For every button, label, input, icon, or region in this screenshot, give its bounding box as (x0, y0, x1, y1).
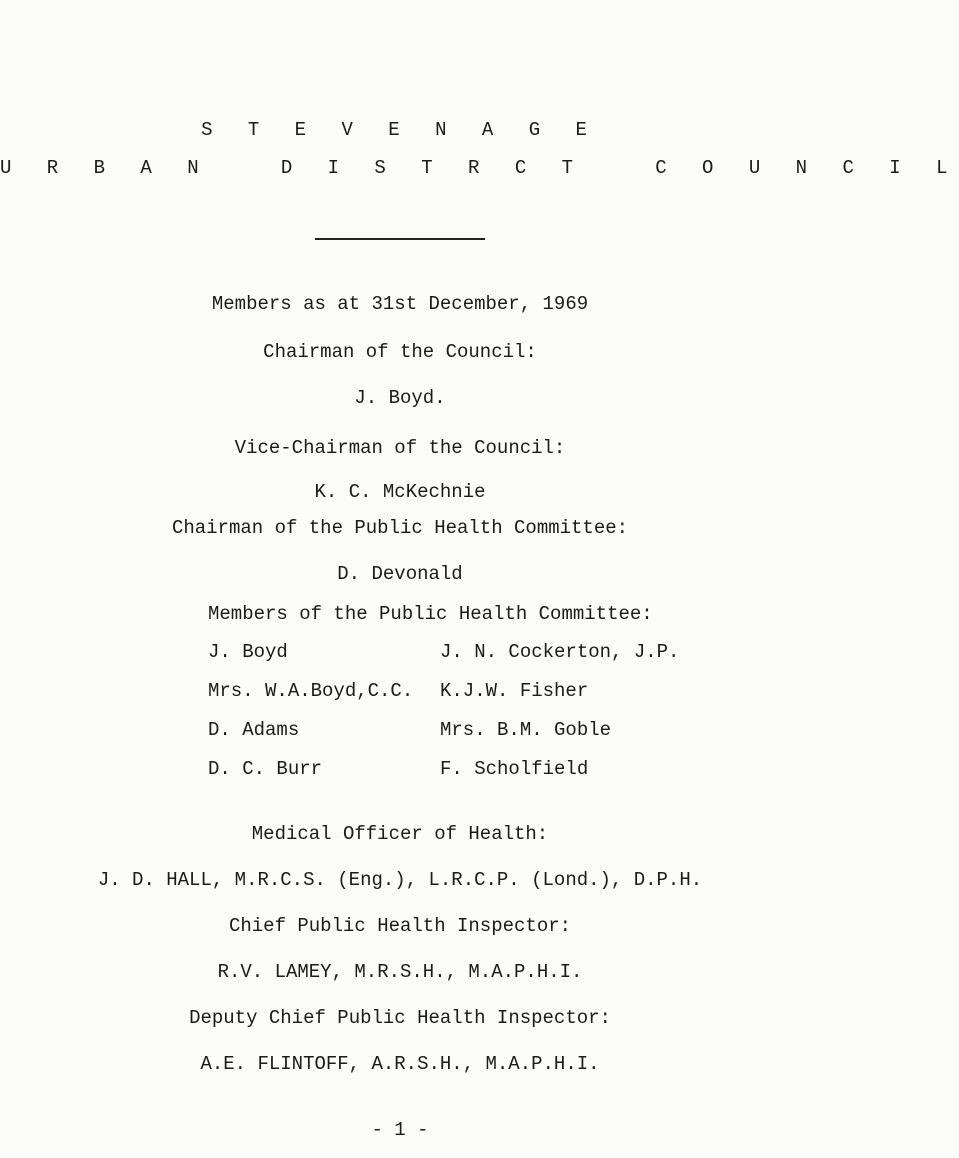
deputy-inspector-label: Deputy Chief Public Health Inspector: (189, 1007, 611, 1029)
committee-member: J. Boyd (208, 641, 288, 663)
committee-member: D. Adams (208, 719, 300, 741)
committee-member: F. Scholfield (440, 758, 589, 780)
committee-members-label: Members of the Public Health Committee: (208, 603, 653, 625)
committee-member: D. C. Burr (208, 758, 323, 780)
chief-inspector-name: R.V. LAMEY, M.R.S.H., M.A.P.H.I. (217, 961, 583, 983)
committee-member: K.J.W. Fisher (440, 680, 589, 702)
chairman-label: Chairman of the Council: (263, 341, 537, 363)
deputy-inspector-name: A.E. FLINTOFF, A.R.S.H., M.A.P.H.I. (200, 1053, 600, 1075)
medical-officer-label: Medical Officer of Health: (251, 823, 549, 845)
committee-member: Mrs. W.A.Boyd,C.C. (208, 680, 414, 702)
committee-chairman-label: Chairman of the Public Health Committee: (171, 517, 629, 539)
page-number: - 1 - (371, 1119, 429, 1141)
members-date: Members as at 31st December, 1969 (211, 293, 589, 315)
chief-inspector-label: Chief Public Health Inspector: (228, 915, 572, 937)
town-heading: S T E V E N A G E (201, 119, 599, 141)
council-heading: U R B A N D I S T R C T C O U N C I L (0, 157, 959, 179)
vice-chairman-name: K. C. McKechnie (314, 481, 486, 503)
committee-members-list (208, 640, 700, 781)
committee-member: Mrs. B.M. Goble (440, 719, 612, 741)
committee-chairman-name: D. Devonald (337, 563, 463, 585)
chairman-name: J. Boyd. (354, 387, 446, 409)
medical-officer-name: J. D. HALL, M.R.C.S. (Eng.), L.R.C.P. (Lond.), D.P.H. (97, 869, 703, 891)
heading-divider (315, 238, 485, 240)
committee-member: J. N. Cockerton, J.P. (440, 641, 680, 663)
vice-chairman-label: Vice-Chairman of the Council: (234, 437, 566, 459)
